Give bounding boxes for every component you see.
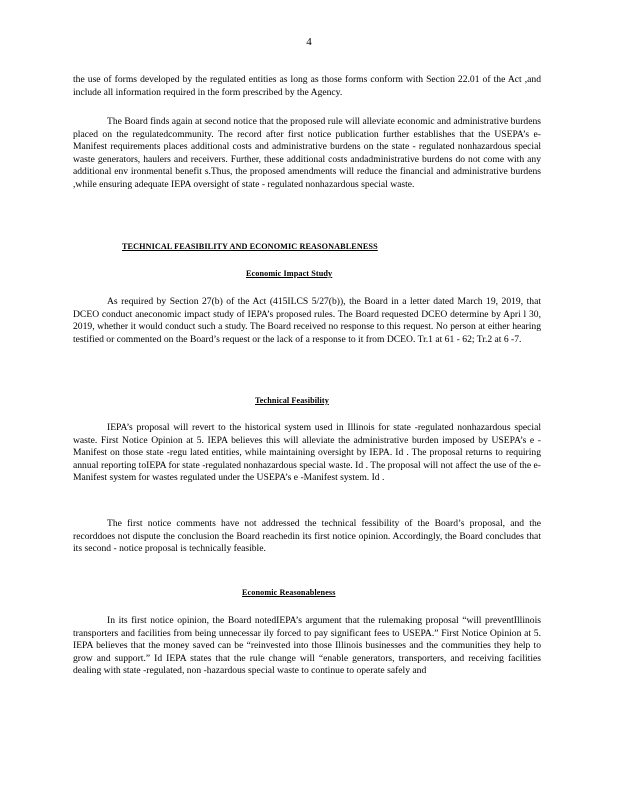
section-heading-technical-feasibility-economic-reasonableness: TECHNICAL FEASIBILITY AND ECONOMIC REASONABLENESS [122,242,378,251]
subheading-technical-feasibility: Technical Feasibility [255,396,329,405]
paragraph-3: As required by Section 27(b) of the Act (415ILCS 5/27(b)), the Board in a letter dated March 19, 2019, that DCEO conduct aneconomic impact study of IEPA’s proposed rules. The Board requested DCEO determine by Apri l 30, 2019, whether it would conduct such a study. The Board received no response to this request. No person at either hearing testified or commented on the Board’s request or the lack of a response to it from DCEO. Tr.1 at 61 - 62; Tr.2 at 6 -7. [73,296,541,345]
paragraph-4: IEPA’s proposal will revert to the historical system used in Illinois for state -regulated nonhazardous special waste. First Notice Opinion at 5. IEPA believes this will alleviate the administrative burden imposed by USEPA’s e -Manifest on those state -regu lated entities, while maintaining oversight by IEPA. Id . The proposal returns to requiring annual reporting toIEPA for state -regulated nonhazardous special waste. Id . The proposal will not affect the use of the e-Manifest system for wastes regulated under the USEPA’s e -Manifest system. Id . [73,422,541,484]
subheading-economic-impact-study: Economic Impact Study [246,269,333,278]
paragraph-1: the use of forms developed by the regulated entities as long as those forms conform with Section 22.01 of the Act ,and include all information required in the form prescribed by the Agency. [73,74,541,98]
paragraph-2: The Board finds again at second notice that the proposed rule will alleviate economic and administrative burdens placed on the regulatedcommunity. The record after first notice publication further establishes that the USEPA’s e- Manifest requirements places additional costs and administrative burdens on the state - regulated nonhazardous special waste generators, haulers and receivers. Further, these additional costs andadministrative burdens do not come with any additional env ironmental benefit s.Thus, the proposed amendments will reduce the financial and administrative burdens ,while ensuring adequate IEPA oversight of state - regulated nonhazardous special waste. [73,116,541,190]
paragraph-6: In its first notice opinion, the Board notedIEPA’s argument that the rulemaking proposal “will preventIllinois transporters and facilities from being unnecessar ily forced to pay significant fees to USEPA.” First Notice Opinion at 5. IEPA believes that the money saved can be “reinvested into those Illinois businesses and the communities they help to grow and support.” Id IEPA states that the rule change will “enable generators, transporters, and receiving facilities dealing with state -regulated, non -hazardous special waste to continue to operate safely and [73,615,541,677]
subheading-economic-reasonableness: Economic Reasonableness [242,588,336,597]
page-number: 4 [306,36,312,48]
paragraph-5: The first notice comments have not addressed the technical fessibility of the Board’s proposal, and the recorddoes not dispute the conclusion the Board reachedin its first notice opinion. Accordingly, the Board concludes that its second - notice proposal is technically feasible. [73,518,541,555]
